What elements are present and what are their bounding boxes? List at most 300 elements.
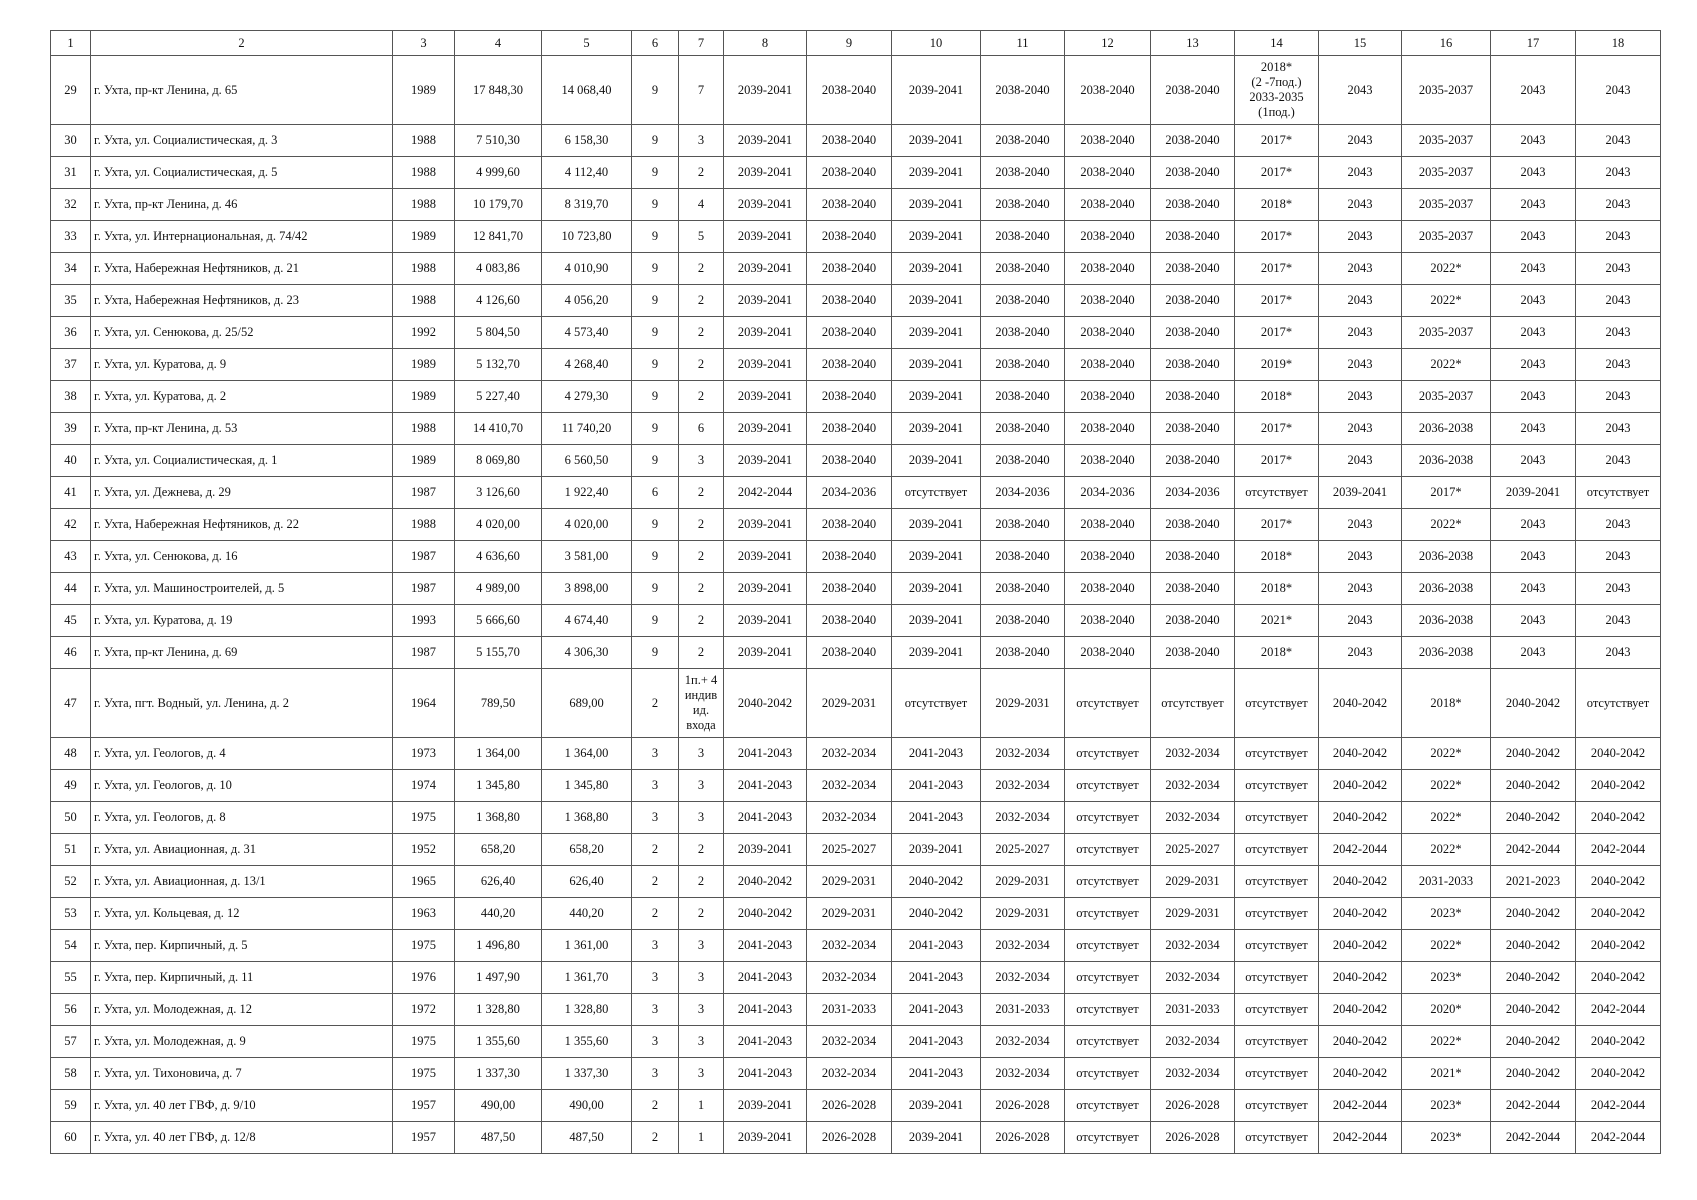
- table-cell: 1 337,30: [455, 1058, 542, 1090]
- table-cell: 2043: [1576, 541, 1661, 573]
- column-number-header: 12: [1065, 31, 1151, 56]
- table-cell: 2038-2040: [981, 605, 1065, 637]
- table-cell: 1987: [393, 573, 455, 605]
- table-cell: 1965: [393, 866, 455, 898]
- table-cell: 9: [632, 125, 679, 157]
- table-cell: отсутствует: [1235, 770, 1319, 802]
- table-cell: 3: [679, 930, 724, 962]
- row-number-cell: 37: [51, 349, 91, 381]
- table-cell: 2039-2041: [892, 413, 981, 445]
- table-cell: 9: [632, 349, 679, 381]
- table-cell: 2: [632, 669, 679, 738]
- table-cell: 1 368,80: [455, 802, 542, 834]
- table-cell: 2036-2038: [1402, 573, 1491, 605]
- table-cell: 2043: [1319, 157, 1402, 189]
- address-cell: г. Ухта, ул. Социалистическая, д. 5: [91, 157, 393, 189]
- table-cell: 2026-2028: [1151, 1090, 1235, 1122]
- table-cell: 2038-2040: [1065, 349, 1151, 381]
- table-cell: 2043: [1576, 381, 1661, 413]
- table-cell: 1 364,00: [542, 738, 632, 770]
- table-cell: 2017*: [1235, 157, 1319, 189]
- table-row: [51, 253, 1661, 285]
- table-cell: отсутствует: [1235, 866, 1319, 898]
- row-number-cell: 50: [51, 802, 91, 834]
- table-cell: 2040-2042: [1319, 1058, 1402, 1090]
- table-cell: 1963: [393, 898, 455, 930]
- table-cell: 3: [632, 770, 679, 802]
- table-cell: 2: [632, 834, 679, 866]
- table-cell: 2043: [1491, 445, 1576, 477]
- table-cell: 2043: [1491, 541, 1576, 573]
- table-cell: 9: [632, 157, 679, 189]
- table-cell: 2043: [1319, 56, 1402, 125]
- address-cell: г. Ухта, ул. Куратова, д. 9: [91, 349, 393, 381]
- table-cell: 2039-2041: [892, 381, 981, 413]
- table-cell: 2: [679, 317, 724, 349]
- table-cell: отсутствует: [1065, 1090, 1151, 1122]
- table-cell: 5 804,50: [455, 317, 542, 349]
- table-cell: 2035-2037: [1402, 157, 1491, 189]
- table-cell: 2039-2041: [724, 1122, 807, 1154]
- table-cell: 9: [632, 445, 679, 477]
- table-cell: 3: [679, 994, 724, 1026]
- table-cell: 2038-2040: [1065, 317, 1151, 349]
- table-cell: отсутствует: [1235, 962, 1319, 994]
- address-cell: г. Ухта, Набережная Нефтяников, д. 23: [91, 285, 393, 317]
- row-number-cell: 31: [51, 157, 91, 189]
- table-cell: 1 922,40: [542, 477, 632, 509]
- table-cell: 4 999,60: [455, 157, 542, 189]
- table-cell: 2017*: [1235, 317, 1319, 349]
- table-cell: 2038-2040: [807, 445, 892, 477]
- row-number-cell: 52: [51, 866, 91, 898]
- table-cell: 2035-2037: [1402, 125, 1491, 157]
- table-cell: 2032-2034: [807, 802, 892, 834]
- table-cell: 4 020,00: [455, 509, 542, 541]
- table-cell: 2042-2044: [1491, 1122, 1576, 1154]
- table-cell: 6 560,50: [542, 445, 632, 477]
- table-cell: 2022*: [1402, 802, 1491, 834]
- table-cell: 2036-2038: [1402, 541, 1491, 573]
- table-cell: 2038-2040: [807, 509, 892, 541]
- row-number-cell: 47: [51, 669, 91, 738]
- row-number-cell: 35: [51, 285, 91, 317]
- table-cell: 2: [679, 509, 724, 541]
- table-cell: 11 740,20: [542, 413, 632, 445]
- table-cell: 2032-2034: [981, 1026, 1065, 1058]
- table-cell: 2038-2040: [807, 221, 892, 253]
- table-cell: 2039-2041: [892, 125, 981, 157]
- address-cell: г. Ухта, Набережная Нефтяников, д. 22: [91, 509, 393, 541]
- table-cell: 2038-2040: [1065, 285, 1151, 317]
- table-cell: 2039-2041: [892, 157, 981, 189]
- table-cell: 2040-2042: [1491, 962, 1576, 994]
- table-cell: 2: [632, 1090, 679, 1122]
- table-cell: 2041-2043: [892, 1058, 981, 1090]
- table-cell: 2040-2042: [1319, 866, 1402, 898]
- table-cell: 2039-2041: [892, 1090, 981, 1122]
- table-cell: 4 083,86: [455, 253, 542, 285]
- table-cell: 10 723,80: [542, 221, 632, 253]
- table-cell: 2036-2038: [1402, 445, 1491, 477]
- row-number-cell: 44: [51, 573, 91, 605]
- table-cell: 6 158,30: [542, 125, 632, 157]
- column-number-header: 14: [1235, 31, 1319, 56]
- table-cell: 2043: [1319, 221, 1402, 253]
- table-cell: 2043: [1491, 157, 1576, 189]
- table-cell: 2038-2040: [981, 381, 1065, 413]
- address-cell: г. Ухта, ул. 40 лет ГВФ, д. 12/8: [91, 1122, 393, 1154]
- table-cell: 2042-2044: [1576, 1122, 1661, 1154]
- table-cell: 2041-2043: [724, 770, 807, 802]
- table-cell: 2: [679, 573, 724, 605]
- table-row: [51, 802, 1661, 834]
- table-cell: 1975: [393, 1026, 455, 1058]
- housing-repair-schedule-table: [50, 30, 1661, 1154]
- table-cell: 2038-2040: [807, 605, 892, 637]
- table-row: [51, 1026, 1661, 1058]
- table-cell: 2039-2041: [892, 317, 981, 349]
- column-number-header: 1: [51, 31, 91, 56]
- table-cell: 2039-2041: [1319, 477, 1402, 509]
- table-cell: 626,40: [455, 866, 542, 898]
- table-cell: 2023*: [1402, 898, 1491, 930]
- table-cell: 2038-2040: [1065, 381, 1151, 413]
- table-cell: 2017*: [1235, 413, 1319, 445]
- table-cell: отсутствует: [1065, 1058, 1151, 1090]
- table-cell: 2042-2044: [1491, 1090, 1576, 1122]
- table-cell: 1 345,80: [455, 770, 542, 802]
- table-cell: 1988: [393, 189, 455, 221]
- table-cell: 3: [679, 125, 724, 157]
- table-cell: 2040-2042: [1319, 1026, 1402, 1058]
- table-cell: 2043: [1319, 317, 1402, 349]
- table-cell: 2038-2040: [1151, 189, 1235, 221]
- table-row: [51, 770, 1661, 802]
- table-cell: 2040-2042: [1491, 738, 1576, 770]
- table-cell: 2040-2042: [1319, 898, 1402, 930]
- table-cell: 1988: [393, 157, 455, 189]
- table-cell: 2032-2034: [807, 1026, 892, 1058]
- table-cell: 2: [679, 381, 724, 413]
- table-cell: 2017*: [1235, 285, 1319, 317]
- table-row: [51, 157, 1661, 189]
- table-row: [51, 125, 1661, 157]
- table-cell: отсутствует: [1235, 1058, 1319, 1090]
- table-cell: 4 306,30: [542, 637, 632, 669]
- table-cell: 3 898,00: [542, 573, 632, 605]
- table-cell: отсутствует: [892, 477, 981, 509]
- row-number-cell: 36: [51, 317, 91, 349]
- table-cell: 2038-2040: [981, 253, 1065, 285]
- table-cell: 2020*: [1402, 994, 1491, 1026]
- table-cell: 2038-2040: [981, 157, 1065, 189]
- table-cell: 3: [632, 738, 679, 770]
- table-cell: 2032-2034: [807, 930, 892, 962]
- table-cell: 2040-2042: [724, 898, 807, 930]
- table-cell: 2032-2034: [1151, 1026, 1235, 1058]
- table-cell: 2040-2042: [1319, 994, 1402, 1026]
- table-cell: 2040-2042: [1576, 770, 1661, 802]
- table-cell: 2038-2040: [807, 541, 892, 573]
- table-cell: 9: [632, 413, 679, 445]
- table-row: [51, 413, 1661, 445]
- table-cell: 2023*: [1402, 962, 1491, 994]
- row-number-cell: 54: [51, 930, 91, 962]
- table-cell: 2040-2042: [1491, 1026, 1576, 1058]
- column-number-header: 8: [724, 31, 807, 56]
- table-cell: 2042-2044: [1319, 1122, 1402, 1154]
- table-cell: 6: [632, 477, 679, 509]
- table-row: [51, 994, 1661, 1026]
- address-cell: г. Ухта, ул. 40 лет ГВФ, д. 9/10: [91, 1090, 393, 1122]
- table-cell: 2039-2041: [892, 573, 981, 605]
- table-cell: 2040-2042: [1491, 802, 1576, 834]
- table-cell: 2043: [1319, 605, 1402, 637]
- table-cell: 2038-2040: [1151, 541, 1235, 573]
- address-cell: г. Ухта, пр-кт Ленина, д. 53: [91, 413, 393, 445]
- table-cell: 10 179,70: [455, 189, 542, 221]
- table-cell: 490,00: [542, 1090, 632, 1122]
- table-cell: 2038-2040: [807, 349, 892, 381]
- table-cell: 1992: [393, 317, 455, 349]
- table-cell: отсутствует: [1065, 994, 1151, 1026]
- table-cell: 2040-2042: [1491, 898, 1576, 930]
- table-cell: 2022*: [1402, 1026, 1491, 1058]
- table-cell: 2038-2040: [1151, 381, 1235, 413]
- table-cell: 2029-2031: [981, 898, 1065, 930]
- table-row: [51, 866, 1661, 898]
- column-number-header: 17: [1491, 31, 1576, 56]
- table-cell: 1957: [393, 1090, 455, 1122]
- table-row: [51, 573, 1661, 605]
- table-cell: 2026-2028: [807, 1122, 892, 1154]
- table-cell: 2031-2033: [981, 994, 1065, 1026]
- address-cell: г. Ухта, ул. Куратова, д. 2: [91, 381, 393, 413]
- row-number-cell: 60: [51, 1122, 91, 1154]
- table-cell: 2038-2040: [981, 285, 1065, 317]
- table-cell: 2: [679, 605, 724, 637]
- column-number-header: 6: [632, 31, 679, 56]
- table-row: [51, 317, 1661, 349]
- table-cell: 2035-2037: [1402, 221, 1491, 253]
- table-cell: 626,40: [542, 866, 632, 898]
- table-row: [51, 834, 1661, 866]
- table-cell: отсутствует: [1065, 898, 1151, 930]
- table-cell: 2038-2040: [981, 509, 1065, 541]
- table-cell: 2039-2041: [724, 834, 807, 866]
- column-number-header: 11: [981, 31, 1065, 56]
- table-cell: 9: [632, 285, 679, 317]
- table-cell: 2040-2042: [1491, 770, 1576, 802]
- table-cell: 2018*: [1235, 541, 1319, 573]
- table-cell: 2043: [1319, 445, 1402, 477]
- table-cell: 2038-2040: [807, 253, 892, 285]
- table-cell: 2031-2033: [1402, 866, 1491, 898]
- table-row: [51, 221, 1661, 253]
- table-cell: 2039-2041: [724, 125, 807, 157]
- table-cell: 2043: [1319, 285, 1402, 317]
- table-cell: 2: [679, 285, 724, 317]
- table-cell: 2038-2040: [1065, 56, 1151, 125]
- table-cell: 2038-2040: [981, 413, 1065, 445]
- table-cell: отсутствует: [1065, 866, 1151, 898]
- address-cell: г. Ухта, пр-кт Ленина, д. 46: [91, 189, 393, 221]
- address-cell: г. Ухта, пр-кт Ленина, д. 65: [91, 56, 393, 125]
- column-number-header: 13: [1151, 31, 1235, 56]
- table-cell: 2039-2041: [724, 317, 807, 349]
- table-cell: 2043: [1576, 573, 1661, 605]
- table-cell: 2043: [1491, 509, 1576, 541]
- table-row: [51, 477, 1661, 509]
- table-cell: 3: [679, 738, 724, 770]
- address-cell: г. Ухта, ул. Молодежная, д. 9: [91, 1026, 393, 1058]
- table-cell: 2039-2041: [724, 381, 807, 413]
- table-cell: 4 126,60: [455, 285, 542, 317]
- table-cell: 2041-2043: [892, 802, 981, 834]
- table-cell: 2038-2040: [807, 125, 892, 157]
- table-cell: 14 068,40: [542, 56, 632, 125]
- table-cell: 2039-2041: [892, 189, 981, 221]
- table-cell: отсутствует: [1065, 962, 1151, 994]
- column-number-header: 15: [1319, 31, 1402, 56]
- table-cell: 2043: [1319, 253, 1402, 285]
- table-row: [51, 930, 1661, 962]
- table-cell: 1989: [393, 381, 455, 413]
- table-cell: 2039-2041: [892, 509, 981, 541]
- address-cell: г. Ухта, ул. Машиностроителей, д. 5: [91, 573, 393, 605]
- table-cell: отсутствует: [1065, 930, 1151, 962]
- table-cell: 2029-2031: [807, 866, 892, 898]
- table-cell: 9: [632, 637, 679, 669]
- table-cell: 2032-2034: [981, 1058, 1065, 1090]
- table-cell: 2038-2040: [981, 349, 1065, 381]
- table-cell: 1964: [393, 669, 455, 738]
- table-cell: 2: [679, 349, 724, 381]
- table-cell: 2043: [1491, 637, 1576, 669]
- row-number-cell: 41: [51, 477, 91, 509]
- table-cell: 689,00: [542, 669, 632, 738]
- table-cell: 2034-2036: [1065, 477, 1151, 509]
- table-cell: 2043: [1491, 573, 1576, 605]
- table-cell: 1987: [393, 477, 455, 509]
- table-cell: 2023*: [1402, 1122, 1491, 1154]
- table-cell: 2043: [1491, 221, 1576, 253]
- table-cell: 1957: [393, 1122, 455, 1154]
- table-cell: 2039-2041: [892, 285, 981, 317]
- row-number-cell: 49: [51, 770, 91, 802]
- table-cell: 2043: [1576, 253, 1661, 285]
- table-cell: 2018* (2 -7под.) 2033-2035 (1под.): [1235, 56, 1319, 125]
- table-cell: 2017*: [1235, 253, 1319, 285]
- table-cell: 2043: [1319, 381, 1402, 413]
- table-cell: 2031-2033: [1151, 994, 1235, 1026]
- table-cell: 9: [632, 317, 679, 349]
- table-cell: 2043: [1491, 349, 1576, 381]
- table-row: [51, 56, 1661, 125]
- table-cell: 3: [632, 962, 679, 994]
- table-cell: 2040-2042: [1576, 1026, 1661, 1058]
- table-cell: 2018*: [1235, 637, 1319, 669]
- table-cell: отсутствует: [1065, 834, 1151, 866]
- table-cell: 1988: [393, 125, 455, 157]
- row-number-cell: 29: [51, 56, 91, 125]
- address-cell: г. Ухта, ул. Интернациональная, д. 74/42: [91, 221, 393, 253]
- table-cell: 17 848,30: [455, 56, 542, 125]
- address-cell: г. Ухта, пер. Кирпичный, д. 5: [91, 930, 393, 962]
- table-cell: 1988: [393, 413, 455, 445]
- table-cell: 2: [632, 1122, 679, 1154]
- table-cell: отсутствует: [892, 669, 981, 738]
- table-cell: 1972: [393, 994, 455, 1026]
- table-cell: 2039-2041: [724, 189, 807, 221]
- table-cell: 2038-2040: [1065, 445, 1151, 477]
- table-cell: 1989: [393, 445, 455, 477]
- table-cell: 2041-2043: [724, 994, 807, 1026]
- table-cell: 2035-2037: [1402, 189, 1491, 221]
- table-cell: 2043: [1576, 509, 1661, 541]
- table-cell: 2039-2041: [892, 541, 981, 573]
- table-cell: 9: [632, 56, 679, 125]
- table-cell: отсутствует: [1065, 1122, 1151, 1154]
- table-cell: 2038-2040: [807, 637, 892, 669]
- table-row: [51, 898, 1661, 930]
- column-number-header: 10: [892, 31, 981, 56]
- address-cell: г. Ухта, пр-кт Ленина, д. 69: [91, 637, 393, 669]
- table-cell: 2026-2028: [981, 1090, 1065, 1122]
- table-cell: 1988: [393, 509, 455, 541]
- address-cell: г. Ухта, ул. Дежнева, д. 29: [91, 477, 393, 509]
- table-cell: 2038-2040: [981, 445, 1065, 477]
- table-cell: 2032-2034: [1151, 802, 1235, 834]
- table-cell: 2038-2040: [1151, 509, 1235, 541]
- table-cell: 1п.+ 4 индив ид. входа: [679, 669, 724, 738]
- table-cell: 2038-2040: [1151, 349, 1235, 381]
- table-cell: 4: [679, 189, 724, 221]
- table-cell: 1975: [393, 1058, 455, 1090]
- table-cell: 2038-2040: [1065, 541, 1151, 573]
- table-cell: 1 364,00: [455, 738, 542, 770]
- table-cell: отсутствует: [1065, 738, 1151, 770]
- table-cell: 3: [679, 770, 724, 802]
- table-cell: 2032-2034: [981, 802, 1065, 834]
- table-cell: 2041-2043: [724, 738, 807, 770]
- table-cell: 2032-2034: [1151, 1058, 1235, 1090]
- table-cell: 2042-2044: [1576, 994, 1661, 1026]
- table-cell: 2043: [1491, 253, 1576, 285]
- table-cell: 490,00: [455, 1090, 542, 1122]
- table-cell: 1988: [393, 253, 455, 285]
- row-number-cell: 56: [51, 994, 91, 1026]
- table-cell: 2043: [1576, 317, 1661, 349]
- table-cell: 2032-2034: [1151, 962, 1235, 994]
- table-cell: 2039-2041: [892, 605, 981, 637]
- address-cell: г. Ухта, ул. Тихоновича, д. 7: [91, 1058, 393, 1090]
- table-cell: 1 361,00: [542, 930, 632, 962]
- table-cell: 1987: [393, 541, 455, 573]
- table-cell: 5 155,70: [455, 637, 542, 669]
- table-cell: 2032-2034: [807, 962, 892, 994]
- table-cell: 2038-2040: [807, 157, 892, 189]
- column-number-header: 3: [393, 31, 455, 56]
- table-cell: 2039-2041: [724, 253, 807, 285]
- table-row: [51, 1058, 1661, 1090]
- table-cell: 2038-2040: [1151, 285, 1235, 317]
- table-cell: 1989: [393, 221, 455, 253]
- table-cell: 2043: [1491, 605, 1576, 637]
- address-cell: г. Ухта, ул. Сенюкова, д. 25/52: [91, 317, 393, 349]
- table-cell: 2022*: [1402, 770, 1491, 802]
